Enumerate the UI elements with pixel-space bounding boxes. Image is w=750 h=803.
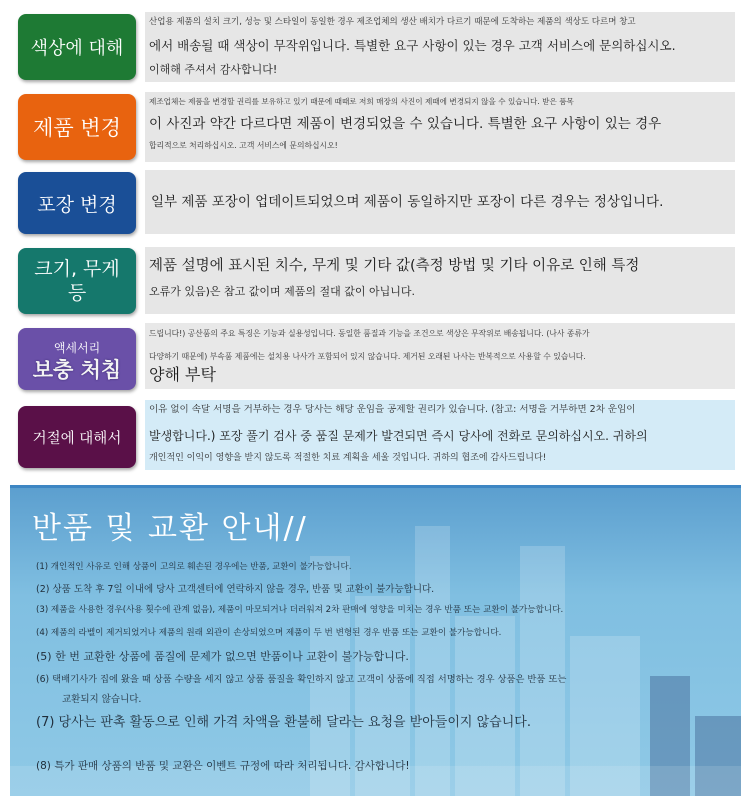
notice-item: (3) 제품을 사용한 경우(사용 횟수에 관계 없음), 제품이 마모되거나 더러워져 2차 판매에 영향을 미치는 경우 반품 또는 교환이 불가능합니다. [36,605,564,615]
badge-size-weight-line2: 등 [67,282,87,304]
badge-size-weight [18,248,136,314]
notice-item: (5) 한 번 교환한 상품에 품질에 문제가 없으면 반품이나 교환이 불가능합니다. [36,650,409,663]
badge-packaging-change-label: 포장 변경 [37,193,117,216]
text-line: 이 사진과 약간 다르다면 제품이 변경되었을 수 있습니다. 특별한 요구 사항이 있는 경우 [149,116,662,132]
badge-color [18,14,136,80]
badge-refusal [18,406,136,468]
text-line: 합리적으로 처리하십시오. 고객 서비스에 문의하십시오! [149,141,338,150]
notice-item: (2) 상품 도착 후 7일 이내에 당사 고객센터에 연락하지 않을 경우, 반품 및 교환이 불가능합니다. [36,584,435,595]
text-line: 에서 배송될 때 색상이 무작위입니다. 특별한 요구 사항이 있는 경우 고객 서비스에 문의하십시오. [149,38,676,53]
notice-item: 교환되지 않습니다. [62,694,142,705]
text-line: 산업용 제품의 설치 크기, 성능 및 스타일이 동일한 경우 제조업체의 생산 배치가 다르기 때문에 도착하는 제품의 색상도 다르며 창고 [149,17,636,27]
text-line: 드립니다!) 공산품의 주요 특징은 기능과 실용성입니다. 동일한 품질과 기능을 조건으로 색상은 무작위로 배송됩니다. (나사 종류가 [149,329,590,338]
section-refusal-text [145,400,735,470]
notice-item: (7) 당사는 판촉 활동으로 인해 가격 차액을 환불해 달라는 요청을 받아들이지 않습니다. [36,715,531,730]
notice-item: (8) 특가 판매 상품의 반품 및 교환은 이벤트 규정에 따라 처리됩니다. 감사합니다! [36,760,410,772]
text-line: 일부 제품 포장이 업데이트되었으며 제품이 동일하지만 포장이 다른 경우는 정상입니다. [151,194,664,210]
text-line: 제조업체는 제품을 변경할 권리를 보유하고 있기 때문에 때때로 저희 매장의 사진이 제때에 변경되지 않을 수 있습니다. 받은 품목 [149,97,574,106]
badge-accessories [18,328,136,390]
badge-product-change [18,94,136,160]
badge-accessories-line1: 액세서리 [53,341,101,355]
badge-refusal-label: 거절에 대해서 [32,430,122,447]
section-size-weight-text [145,247,735,314]
text-line: 개인적인 이익이 영향을 받지 않도록 적절한 치료 계획을 세울 것입니다. 귀하의 협조에 감사드립니다! [149,453,547,463]
notice-item: (6) 택배기사가 집에 왔을 때 상품 수량을 세지 않고 상품 품질을 확인하지 않고 고객이 상품에 직접 서명하는 경우 상품은 반품 또는 [36,674,567,685]
notice-title: 반품 및 교환 안내// [32,511,308,546]
badge-packaging-change [18,172,136,234]
notice-item: (4) 제품의 라벨이 제거되었거나 제품의 원래 외관이 손상되었으며 제품이 두 번 변형된 경우 반품 또는 교환이 불가능합니다. [36,628,502,638]
text-line: 오류가 있음)은 참고 값이며 제품의 절대 값이 아닙니다. [149,285,416,298]
badge-product-change-label: 제품 변경 [33,116,121,140]
return-exchange-notice [10,485,741,796]
section-packaging-change-text [145,170,735,234]
notice-item: (1) 개인적인 사유로 인해 상품이 고의로 훼손된 경우에는 반품, 교환이 불가능합니다. [36,562,352,572]
badge-accessories-line2: 보충 처침 [32,358,122,382]
skyline-building [415,526,450,796]
text-line: 발생합니다.) 포장 풀기 검사 중 품질 문제가 발견되면 즉시 당사에 전화로 문의하십시오. 귀하의 [149,429,648,443]
text-line: 양해 부탁 [149,365,216,384]
section-product-change-text [145,92,735,162]
badge-color-label: 색상에 대해 [30,38,124,59]
text-line: 이해해 주셔서 감사합니다! [149,63,278,76]
section-color-text [145,12,735,82]
badge-size-weight-line1: 크기, 무게 [34,258,120,280]
text-line: 이유 없이 속달 서명을 거부하는 경우 당사는 해당 운임을 공제할 권리가 있습니다. (참고: 서명을 거부하면 2차 운임이 [149,404,636,415]
text-line: 다양하기 때문에) 부속품 제품에는 설치용 나사가 포함되어 있지 않습니다. 제거된 오래된 나사는 반복적으로 사용할 수 있습니다. [149,352,586,361]
text-line: 제품 설명에 표시된 치수, 무게 및 기타 값(측정 방법 및 기타 이유로 인해 특정 [149,258,640,274]
section-accessories-text [145,323,735,389]
